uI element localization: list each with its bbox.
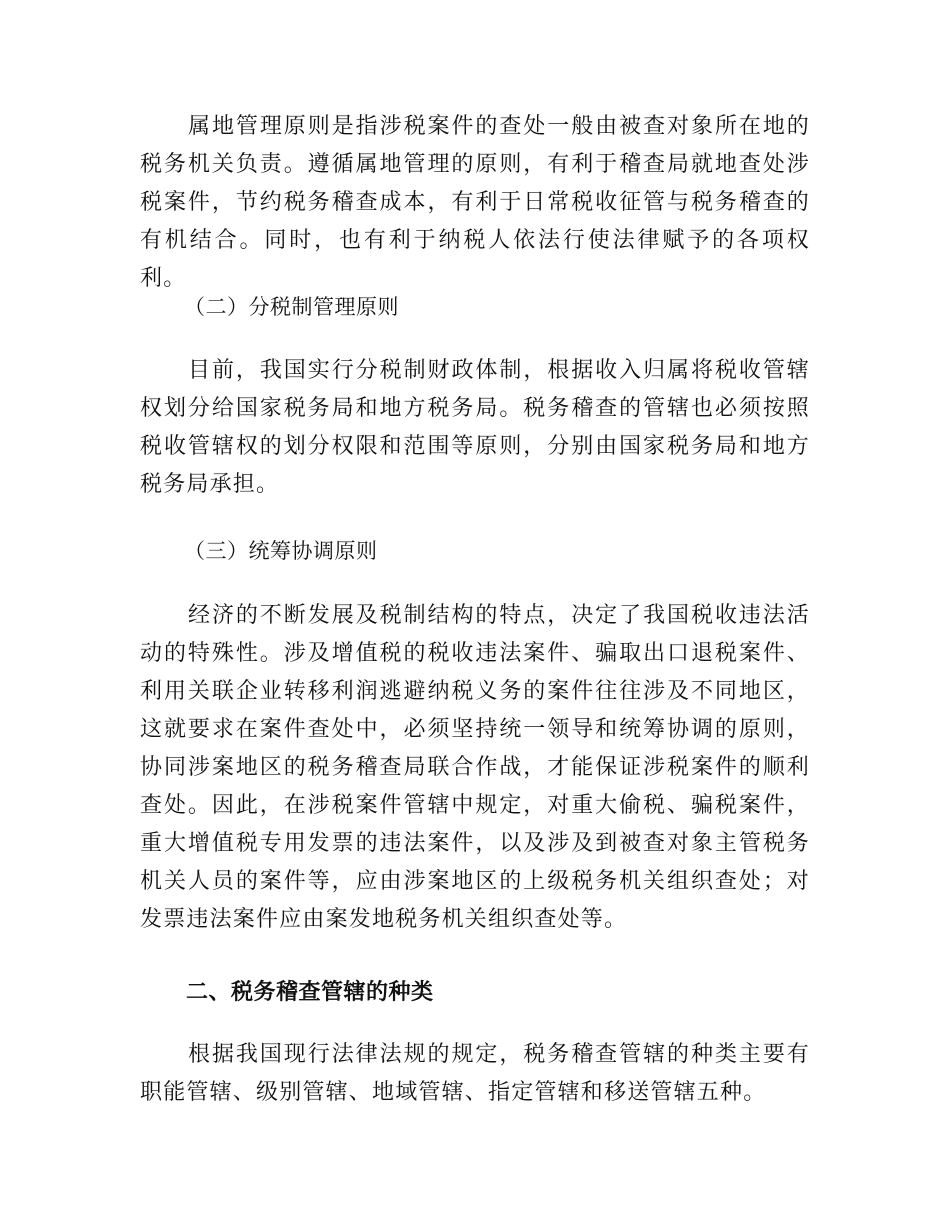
section-heading-jurisdiction-types: 二、税务稽查管辖的种类: [186, 980, 434, 1005]
heading-coordination-principle: （三）统筹协调原则: [184, 539, 378, 563]
heading-tax-sharing-principle: （二）分税制管理原则: [184, 295, 399, 319]
paragraph-coordination: 经济的不断发展及税制结构的特点，决定了我国税收违法活动的特殊性。涉及增值税的税收违法案件、骗取出口退税案件、利用关联企业转移利润逃避纳税义务的案件往往涉及不同地区，这就要求在案件查处中，必须坚持统一领导和统筹协调的原则，协同涉案地区的税务稽查局联合作战，才能保证涉税案件的顺利查处。因此，在涉税案件管辖中规定，对重大偷税、骗税案件，重大增值税专用发票的违法案件，以及涉及到被查对象主管税务机关人员的案件等，应由涉案地区的上级税务机关组织查处；对发票违法案件应由案发地税务机关组织查处等。: [140, 603, 810, 932]
paragraph-territorial-principle: 属地管理原则是指涉税案件的查处一般由被查对象所在地的税务机关负责。遵循属地管理的原则，有利于稽查局就地查处涉税案件，节约税务稽查成本，有利于日常税收征管与税务稽查的有机结合。同时，也有利于纳税人依法行使法律赋予的各项权利。: [140, 114, 810, 291]
paragraph-jurisdiction-types: 根据我国现行法律法规的规定，税务稽查管辖的种类主要有职能管辖、级别管辖、地域管辖、指定管辖和移送管辖五种。: [140, 1042, 810, 1105]
paragraph-tax-sharing-system: 目前，我国实行分税制财政体制，根据收入归属将税收管辖权划分给国家税务局和地方税务局。税务稽查的管辖也必须按照税收管辖权的划分权限和范围等原则，分别由国家税务局和地方税务局承担。: [140, 358, 810, 497]
